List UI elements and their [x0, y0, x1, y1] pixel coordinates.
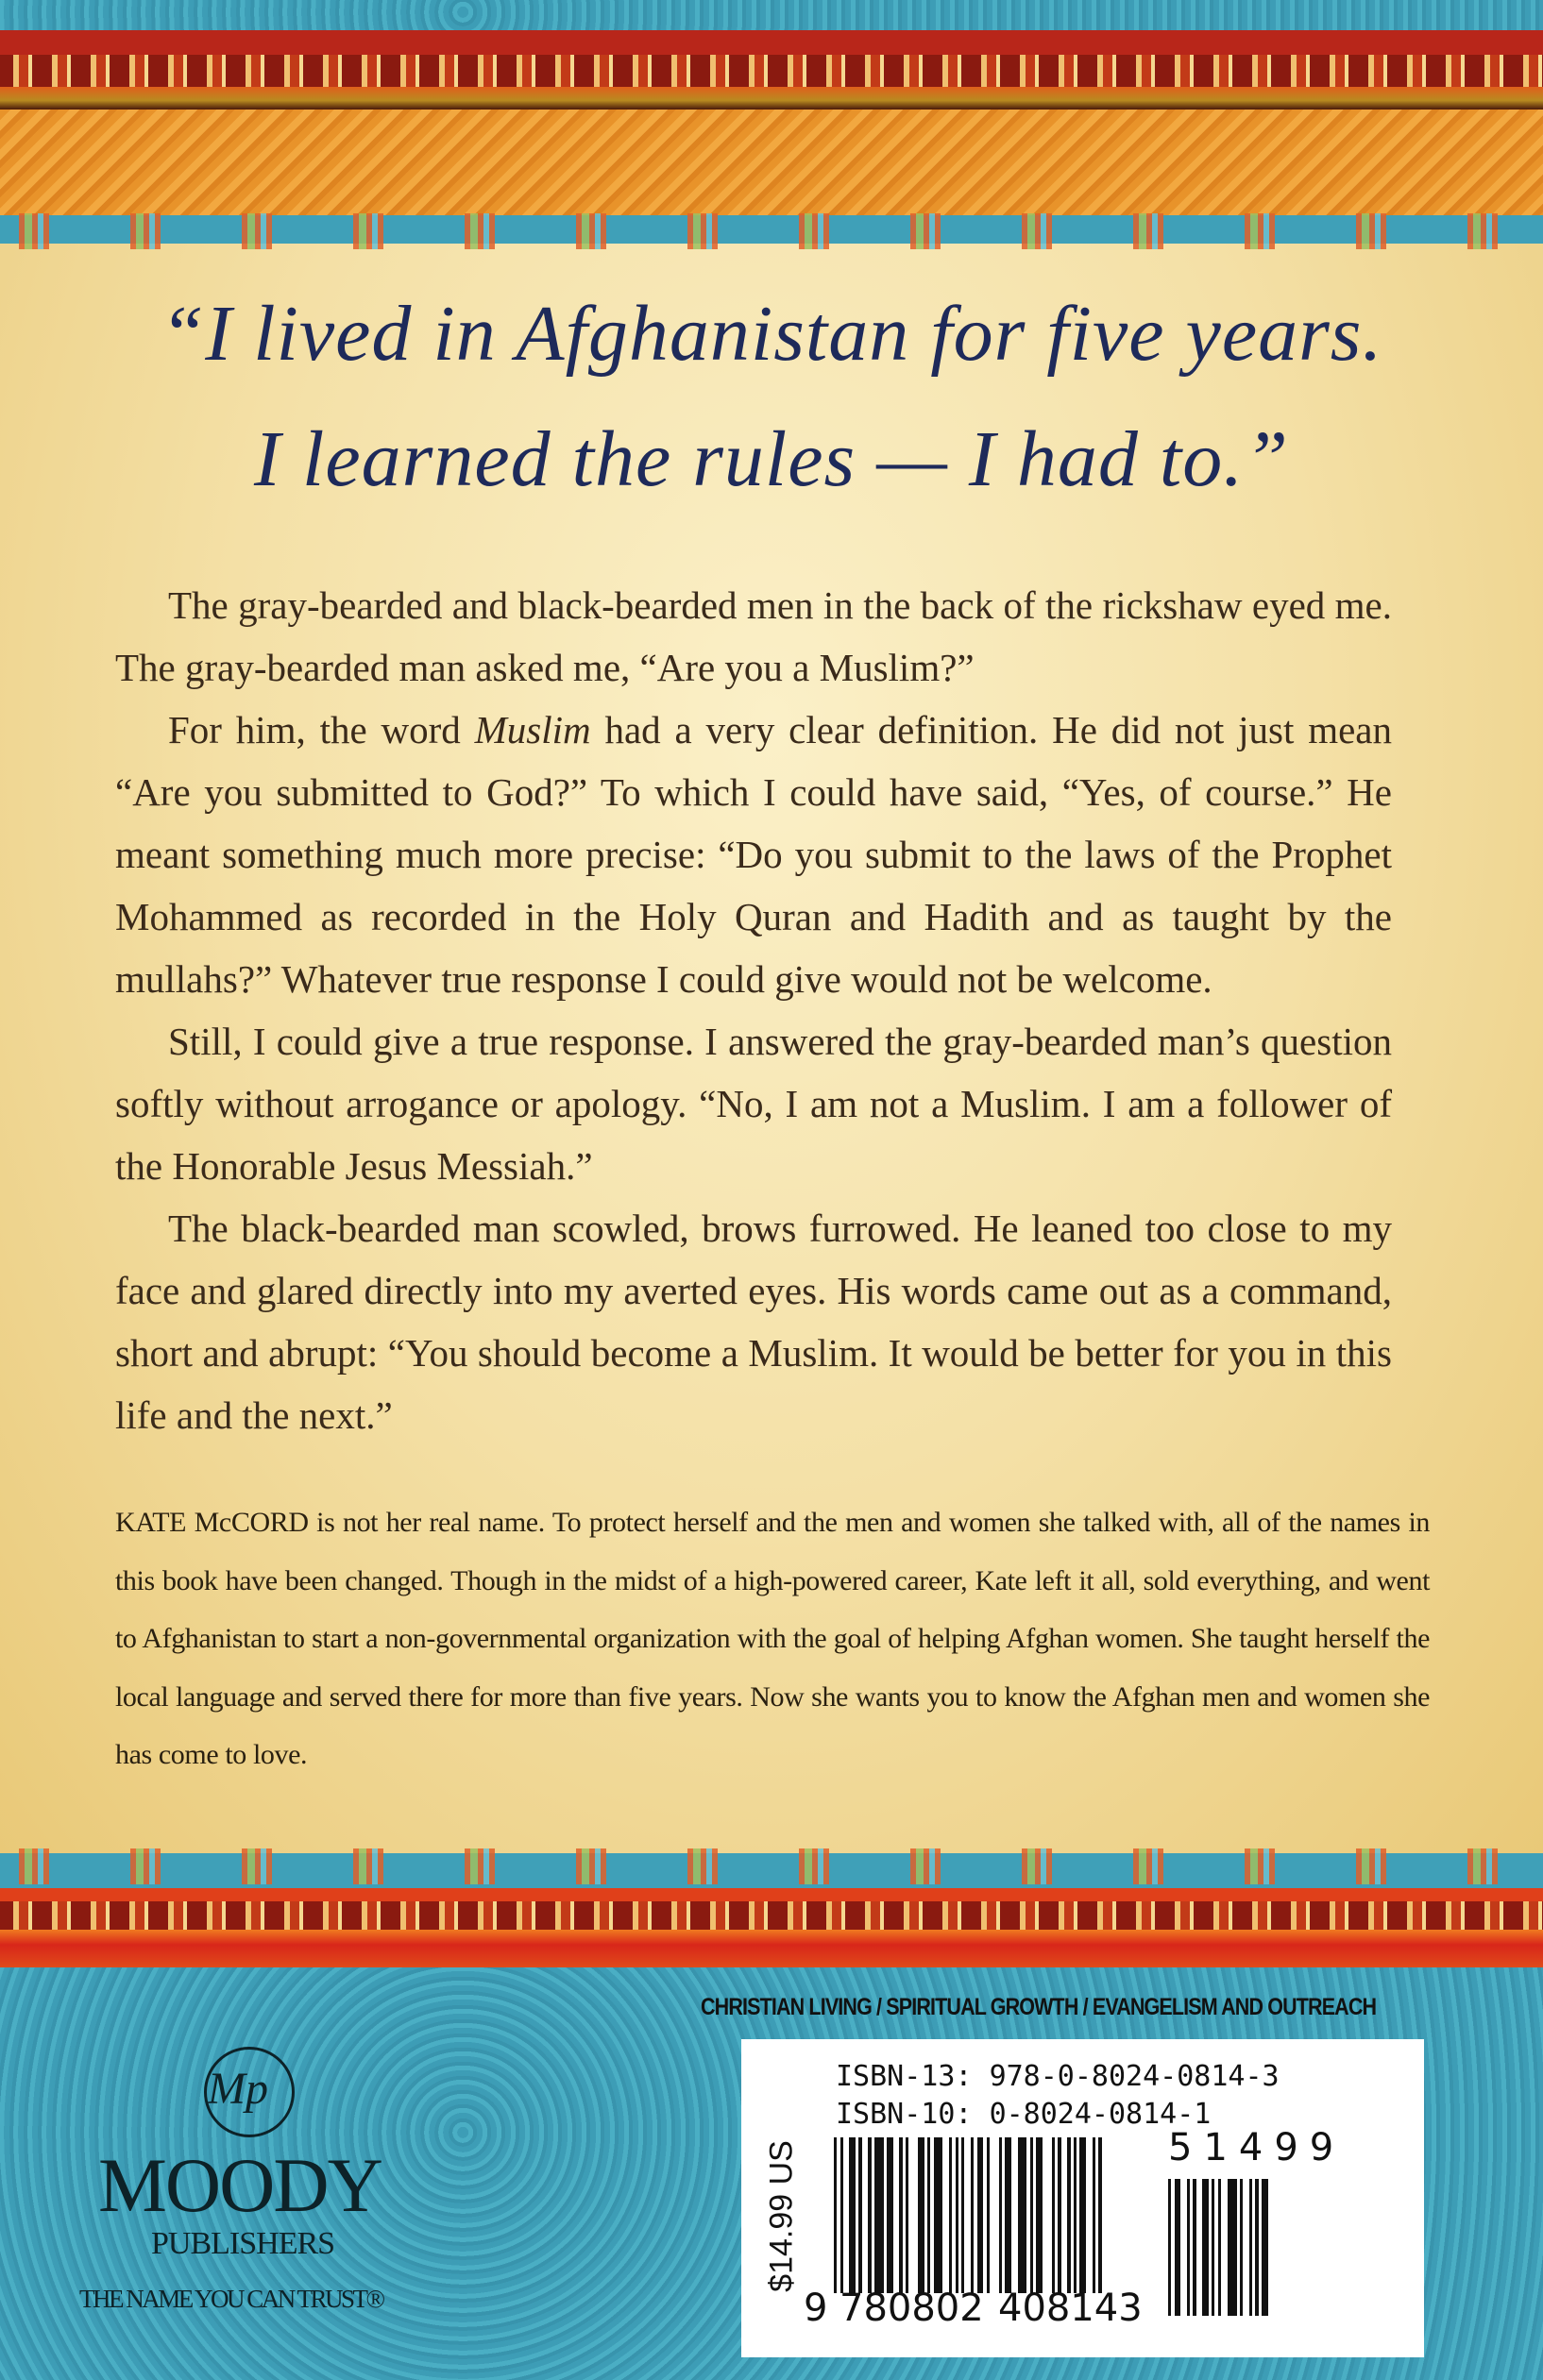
barcode-bar: [977, 2137, 984, 2293]
barcode-bar: [918, 2137, 924, 2293]
ean-first-digit: 9: [804, 2287, 828, 2330]
pull-quote-line-2: I learned the rules — I had to.”: [254, 415, 1289, 503]
isbn-10: [836, 2098, 1211, 2131]
cover-text: [115, 574, 1430, 1784]
publisher-subtitle: PUBLISHERS: [151, 2226, 335, 2261]
ean-right-digits: 408143: [998, 2287, 1143, 2330]
excerpt-paragraph: The gray-bearded and black-bearded men in the back of the rickshaw eyed me. The gray-bearded man asked me, “Are you a Muslim?”: [115, 583, 1392, 689]
barcode-bar: [1202, 2179, 1209, 2316]
publisher-tagline: THE NAME YOU CAN TRUST®: [79, 2285, 383, 2313]
top-red-band: [0, 30, 1543, 55]
bottom-ornament-border: [0, 1848, 1543, 1884]
addon-digits: 51499: [1168, 2126, 1346, 2169]
barcode-bar: [1243, 2179, 1249, 2316]
barcode-bar: [964, 2137, 971, 2293]
top-orange-panel: [0, 110, 1543, 215]
barcode-bar: [1061, 2137, 1068, 2293]
top-teal-strip: [0, 0, 1543, 30]
barcode-bar: [843, 2137, 850, 2293]
top-key-pattern: [0, 55, 1543, 87]
barcode-bar: [874, 2137, 884, 2293]
barcode-bar: [942, 2137, 949, 2293]
barcode-box: [741, 2039, 1424, 2357]
author-bio: KATE McCORD is not her real name. To protect herself and the men and women she talked with, all of the names in this book have been changed. Though in the midst of a high-powered career, Kate left it all, sold everything, and went to Afghanistan to start a non-governmental organization with the goal of helping Afghan women. She taught herself the local language and served there for more than five years. Now she wants you to know the Afghan men and women she has come to love.: [115, 1507, 1430, 1770]
publisher-name: MOODY: [98, 2142, 382, 2228]
bottom-red-band-2: [0, 1930, 1543, 1967]
barcode-bar: [1180, 2179, 1187, 2316]
barcode-bar: [1221, 2179, 1228, 2316]
barcode-bar: [1196, 2179, 1203, 2316]
barcode-bar: [887, 2137, 893, 2293]
isbn-10-label: ISBN-10:: [836, 2098, 973, 2131]
excerpt-text-run: had a very clear definition. He did not just mean “Are you submitted to God?” To which I could have said, “Yes, of course.” He meant something much more precise: “Do you submit to the laws of the Prophet Mohammed as recorded in the Holy Quran and Hadith and as taught by the mullahs?” Whatever true response I could give would not be welcome.: [115, 708, 1392, 1001]
barcode-bar: [1011, 2137, 1018, 2293]
barcode-bar: [990, 2137, 999, 2293]
ean-left-digits: 780802: [839, 2287, 984, 2330]
isbn-13-value: 978-0-8024-0814-3: [989, 2060, 1280, 2093]
barcode-bar: [1018, 2137, 1027, 2293]
excerpt-paragraph: The black-bearded man scowled, brows furrowed. He leaned too close to my face and glared directly into my averted eyes. His words came out as a command, short and abrupt: “You should become a Muslim. It would be better for you in this life and the next.”: [115, 1207, 1392, 1437]
barcode-bar: [1086, 2137, 1093, 2293]
barcode-bar: [893, 2137, 900, 2293]
publisher-monogram: Mp: [208, 2064, 268, 2114]
barcode-bar: [1262, 2179, 1268, 2316]
barcode-bar: [1043, 2137, 1052, 2293]
isbn-10-value: 0-8024-0814-1: [989, 2098, 1212, 2131]
category-label: CHRISTIAN LIVING / SPIRITUAL GROWTH / EVANGELISM AND OUTREACH: [701, 1994, 1377, 2020]
ean-barcode: [834, 2137, 1102, 2293]
barcode-bar: [1005, 2137, 1011, 2293]
bottom-red-band: [0, 1888, 1543, 1901]
excerpt-paragraph: [115, 699, 1392, 1010]
barcode-bar: [1036, 2137, 1043, 2293]
barcode-bar: [934, 2137, 943, 2293]
isbn-13-label: ISBN-13:: [836, 2060, 973, 2093]
excerpt-paragraph: Still, I could give a true response. I answered the gray-bearded man’s question softly without arrogance or apology. “No, I am not a Muslim. I am a follower of the Honorable Jesus Messiah.”: [115, 1020, 1392, 1188]
top-gold-band: [0, 87, 1543, 110]
barcode-bar: [862, 2137, 869, 2293]
barcode-bar: [1228, 2179, 1237, 2316]
barcode-bar: [1079, 2137, 1086, 2293]
excerpt-text-run: For him, the word: [168, 708, 475, 751]
price-label: $14.99 US: [763, 2140, 800, 2292]
addon-barcode: [1168, 2179, 1268, 2316]
bottom-key-pattern: [0, 1901, 1543, 1930]
barcode-bar: [1175, 2179, 1181, 2316]
pull-quote-line-1: “I lived in Afghanistan for five years.: [160, 290, 1383, 378]
barcode-bar: [908, 2137, 918, 2293]
isbn-13: [836, 2060, 1280, 2093]
barcode-bar: [1098, 2137, 1101, 2293]
barcode-bar: [849, 2137, 856, 2293]
top-ornament-border: [0, 213, 1543, 249]
excerpt-italic-word: Muslim: [474, 708, 591, 751]
excerpt-text: [115, 574, 1392, 1446]
